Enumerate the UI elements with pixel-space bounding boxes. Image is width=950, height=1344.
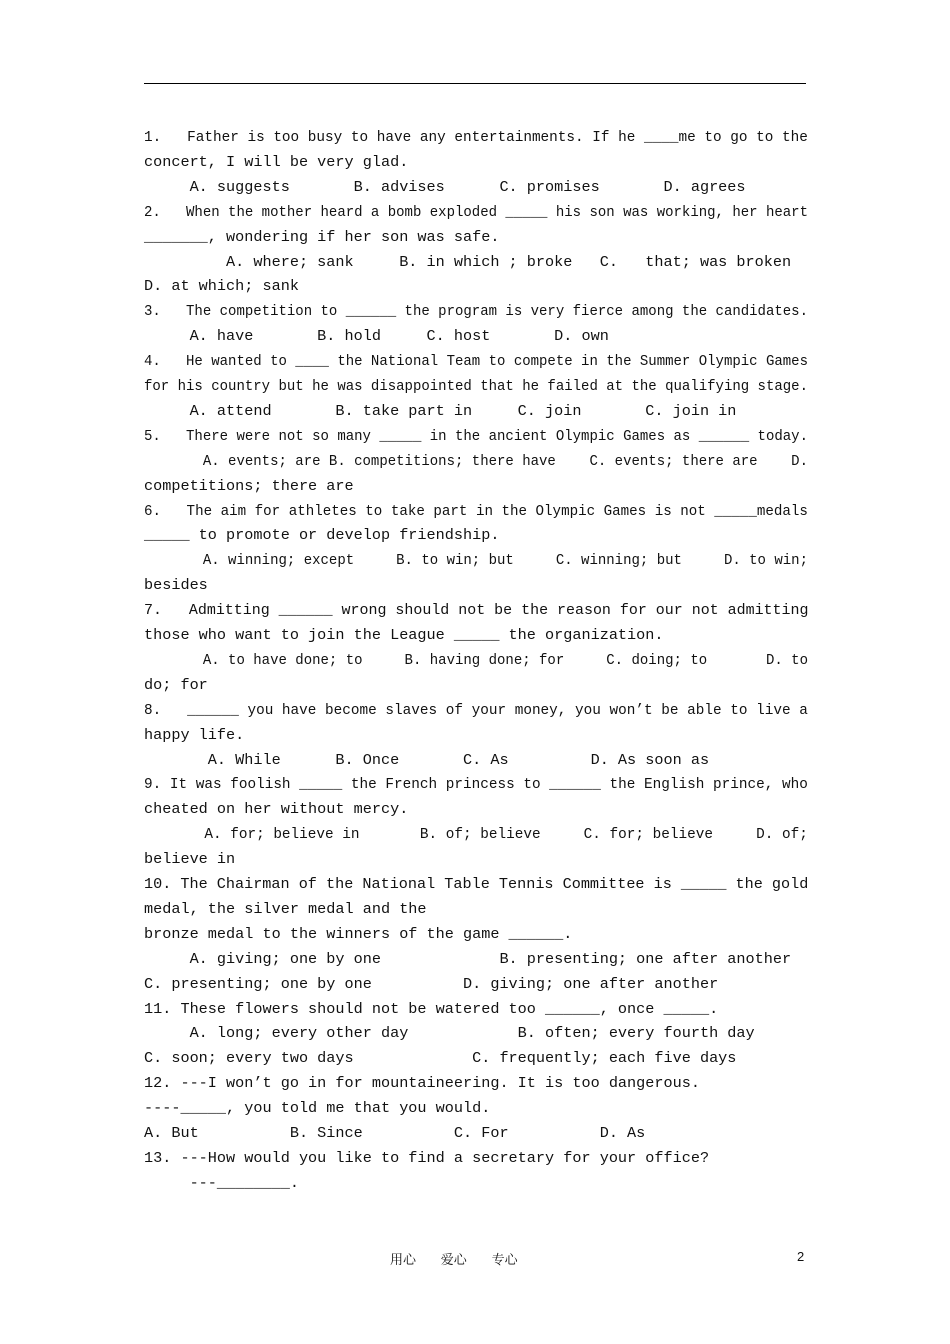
footer-slogan: 用心 爱心 专心 [390,1253,518,1268]
text-line: A. But B. Since C. For D. As [144,1124,646,1142]
text-line: happy life. [144,725,245,744]
header-rule [144,83,806,84]
text-line: 12. ---I won’t go in for mountaineering. It is too dangerous. [144,1074,700,1093]
text-line: 8. ______ you have become slaves of your money, you won’t be able to live a [144,700,808,719]
text-line: 1. Father is too busy to have any entertainments. If he ____me to go to the [144,128,808,146]
text-line: ----_____, you told me that you would. [144,1099,491,1118]
text-line: believe in [144,850,236,869]
text-line: A. giving; one by one B. presenting; one after another [144,949,792,968]
text-line: 6. The aim for athletes to take part in the Olympic Games is not _____medals [144,501,808,520]
text-line: A. winning; except B. to win; but C. winning; but D. to win; [144,551,808,570]
text-line: A. events; are B. competitions; there have C. events; there are D. [144,451,808,470]
page-number: 2 [797,1249,805,1264]
text-line: 4. He wanted to ____ the National Team to compete in the Summer Olympic Games [144,352,808,371]
text-line: C. presenting; one by one D. giving; one after another [144,974,719,993]
text-line: D. at which; sank [144,277,299,296]
text-line: besides [144,576,208,595]
text-line: bronze medal to the winners of the game ______. [144,924,573,943]
text-line: ---________. [144,1173,299,1192]
text-line: _____ to promote or develop friendship. [144,526,500,545]
text-line: 7. Admitting ______ wrong should not be the reason for our not admitting [144,601,809,620]
text-line: those who want to join the League _____ the organization. [144,626,664,644]
text-line: 13. ---How would you like to find a secretary for your office? [144,1148,710,1167]
text-line: A. suggests B. advises C. promises D. agrees [144,177,746,196]
text-line: A. attend B. take part in C. join C. join in [144,401,737,420]
text-line: 9. It was foolish _____ the French princess to ______ the English prince, who [144,775,808,794]
text-line: 11. These flowers should not be watered too ______, once _____. [144,999,719,1018]
text-line: A. to have done; to B. having done; for C. doing; to D. to [144,650,808,669]
text-line: A. While B. Once C. As D. As soon as [144,750,710,769]
text-line: 2. When the mother heard a bomb exploded _____ his son was working, her heart [144,202,808,221]
text-line: C. soon; every two days C. frequently; each five days [144,1049,737,1068]
text-line: medal, the silver medal and the [144,899,427,918]
text-line: A. where; sank B. in which ; broke C. that; was broken [144,252,792,271]
text-line: A. long; every other day B. often; every fourth day [144,1024,755,1043]
text-line: A. for; believe in B. of; believe C. for; believe D. of; [144,825,808,844]
text-line: 3. The competition to ______ the program is very fierce among the candidates. [144,302,808,321]
text-line: _______, wondering if her son was safe. [144,227,500,246]
text-line: competitions; there are [144,476,354,495]
text-line: A. have B. hold C. host D. own [144,327,609,346]
text-line: for his country but he was disappointed that he failed at the qualifying stage. [144,377,808,395]
text-line: concert, I will be very glad. [144,152,409,171]
text-line: cheated on her without mercy. [144,800,409,819]
text-line: do; for [144,675,208,694]
text-line: 5. There were not so many _____ in the ancient Olympic Games as ______ today. [144,426,808,445]
text-line: 10. The Chairman of the National Table Tennis Committee is _____ the gold [144,875,809,893]
